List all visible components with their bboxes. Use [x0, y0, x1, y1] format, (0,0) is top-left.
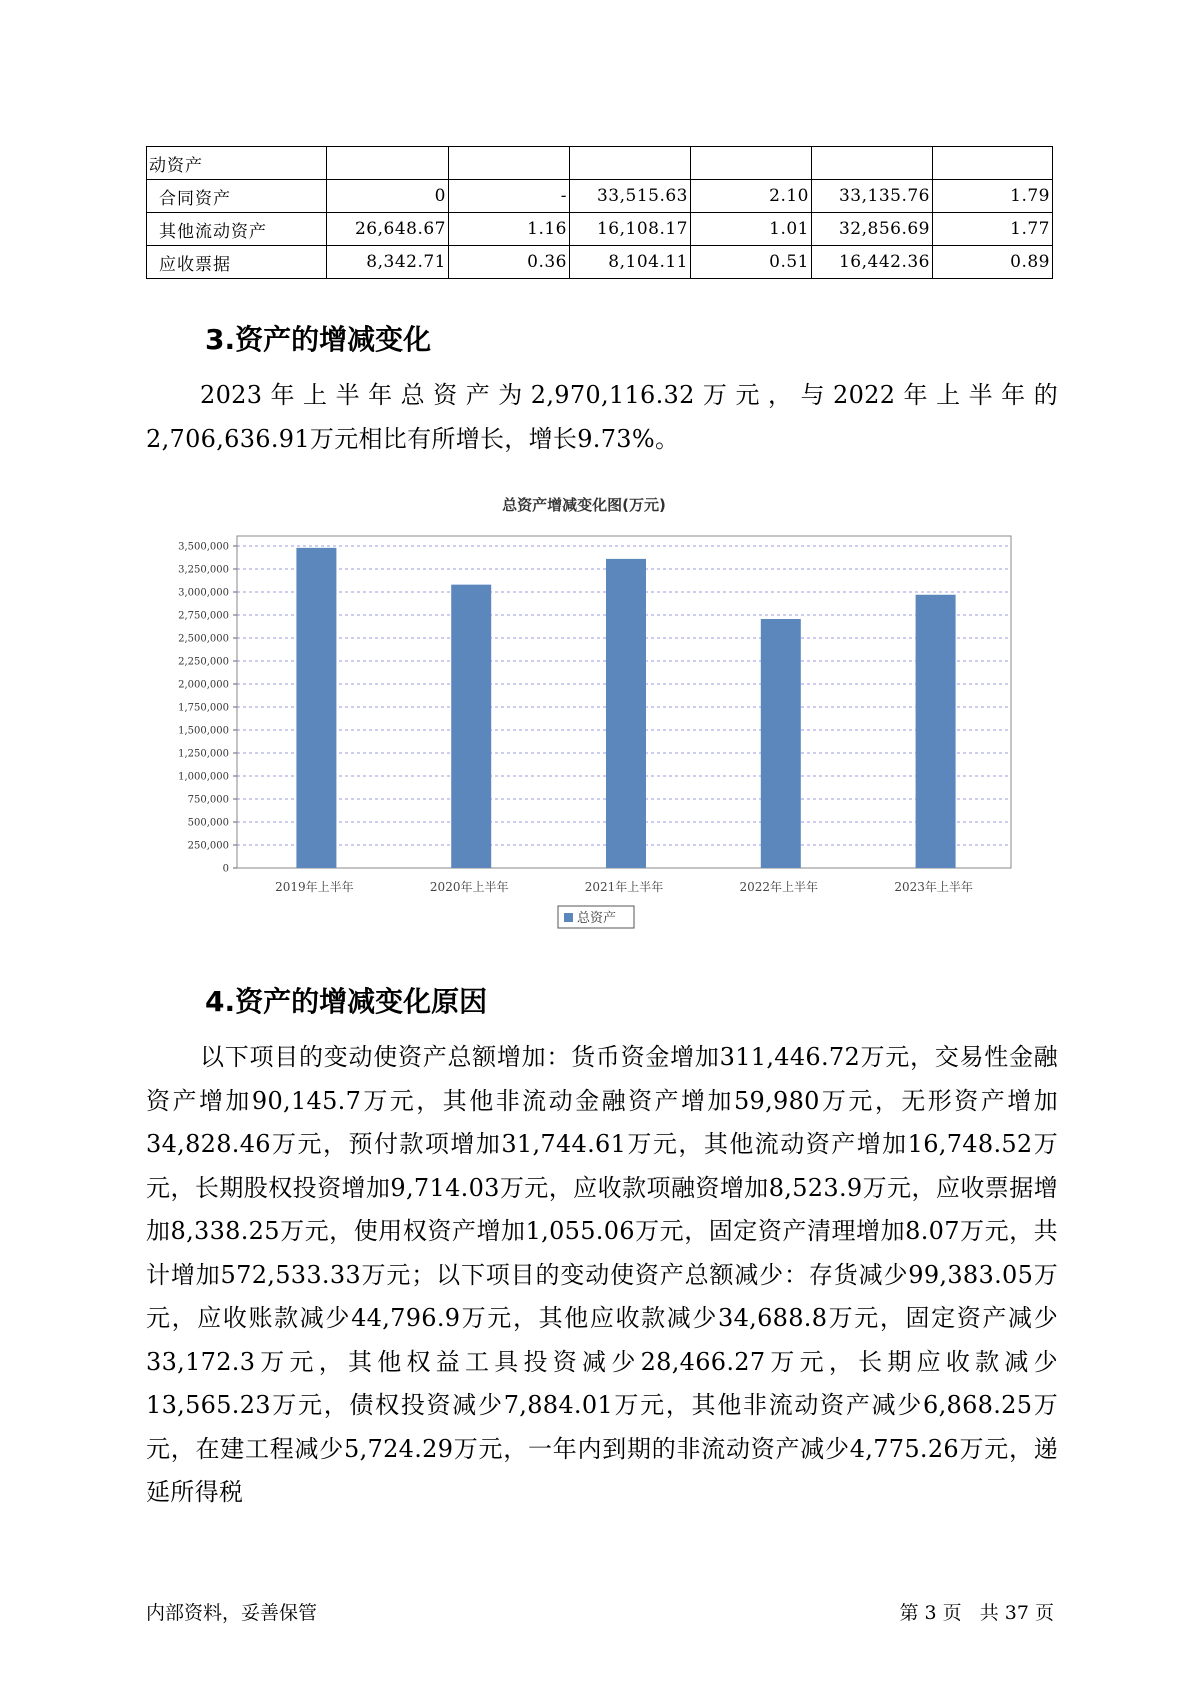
y-tick-label: 3,250,000 [178, 564, 229, 576]
bar [296, 548, 336, 868]
table-cell: 16,108.17 [570, 213, 691, 246]
page-number: 第 3 页 共 37 页 [899, 1602, 1054, 1624]
y-tick-label: 3,500,000 [178, 541, 229, 553]
row-label: 动资产 [147, 147, 327, 180]
table-cell: 0.36 [449, 246, 570, 279]
x-tick-label: 2019年上半年 [275, 880, 354, 894]
table-cell: 1.79 [933, 180, 1053, 213]
table-cell: 1.16 [449, 213, 570, 246]
y-tick-label: 0 [222, 863, 229, 875]
section-paragraph: 以下项目的变动使资产总额增加：货币资金增加311,446.72万元，交易性金融资产增加90,145.7万元，其他非流动金融资产增加59,980万元，无形资产增加34,828.46万元，预付款项增加31,744.61万元，其他流动资产增加16,748.52万元，长期股权投资增加9,714.03万元，应收款项融资增加8,523.9万元，应收票据增加8,338.25万元，使用权资产增加1,055.06万元，固定资产清理增加8.07万元，共计增加572,533.33万元；以下项目的变动使资产总额减少：存货减少99,383.05万元，应收账款减少44,796.9万元，其他应收款减少34,688.8万元，固定资产减少33,172.3万元，其他权益工具投资减少28,466.27万元，长期应收款减少13,565.23万元，债权投资减少7,884.01万元，其他非流动资产减少6,868.25万元，在建工程减少5,724.29万元，一年内到期的非流动资产减少4,775.26万元，递延所得税 [146, 1043, 1058, 1506]
section-heading: 3.资产的增减变化 [205, 323, 432, 356]
table-cell: 0.89 [933, 246, 1053, 279]
table-row [147, 213, 1053, 246]
table-cell: 16,442.36 [812, 246, 933, 279]
section-heading: 4.资产的增减变化原因 [205, 985, 488, 1018]
chart-title: 总资产增减变化图(万元) [502, 496, 666, 514]
total-assets-chart [170, 492, 1020, 947]
row-label: 应收票据 [147, 246, 327, 279]
bar [606, 559, 646, 868]
table-cell: 2.10 [691, 180, 812, 213]
table-cell: 1.01 [691, 213, 812, 246]
table-cell [570, 147, 691, 180]
y-tick-label: 2,500,000 [178, 633, 229, 645]
y-tick-label: 1,500,000 [178, 725, 229, 737]
legend-swatch [564, 913, 573, 922]
x-tick-label: 2020年上半年 [429, 880, 509, 894]
y-tick-label: 250,000 [187, 840, 229, 852]
table-row [147, 147, 1053, 180]
table-cell: 0.51 [691, 246, 812, 279]
table-cell: - [449, 180, 570, 213]
table-cell [327, 147, 449, 180]
bar [451, 585, 491, 868]
y-tick-label: 1,000,000 [178, 771, 229, 783]
bar [761, 619, 801, 868]
x-tick-label: 2022年上半年 [739, 880, 819, 894]
table-row [147, 246, 1053, 279]
table-cell [812, 147, 933, 180]
table-cell: 33,135.76 [812, 180, 933, 213]
x-tick-label: 2021年上半年 [584, 880, 664, 894]
footer-note: 内部资料，妥善保管 [146, 1602, 318, 1624]
row-label: 合同资产 [147, 180, 327, 213]
asset-table [146, 146, 1053, 279]
x-tick-label: 2023年上半年 [894, 880, 973, 894]
y-tick-label: 2,750,000 [178, 610, 229, 622]
table-cell: 1.77 [933, 213, 1053, 246]
table-cell: 33,515.63 [570, 180, 691, 213]
y-tick-label: 1,750,000 [178, 702, 229, 714]
y-tick-label: 1,250,000 [178, 748, 229, 760]
legend-label: 总资产 [577, 911, 617, 926]
y-tick-label: 3,000,000 [178, 587, 229, 599]
table-row [147, 180, 1053, 213]
table-cell: 32,856.69 [812, 213, 933, 246]
y-tick-label: 500,000 [187, 817, 229, 829]
table-cell: 8,104.11 [570, 246, 691, 279]
table-cell: 0 [327, 180, 449, 213]
y-tick-label: 750,000 [187, 794, 229, 806]
row-label: 其他流动资产 [147, 213, 327, 246]
y-tick-label: 2,000,000 [178, 679, 229, 691]
bar [916, 595, 956, 868]
table-cell: 26,648.67 [327, 213, 449, 246]
table-cell [933, 147, 1053, 180]
y-tick-label: 2,250,000 [178, 656, 229, 668]
table-cell [691, 147, 812, 180]
table-cell [449, 147, 570, 180]
section-paragraph: 2023年上半年总资产为2,970,116.32万元，与2022年上半年的2,706,636.91万元相比有所增长，增长9.73%。 [146, 381, 1058, 453]
table-cell: 8,342.71 [327, 246, 449, 279]
